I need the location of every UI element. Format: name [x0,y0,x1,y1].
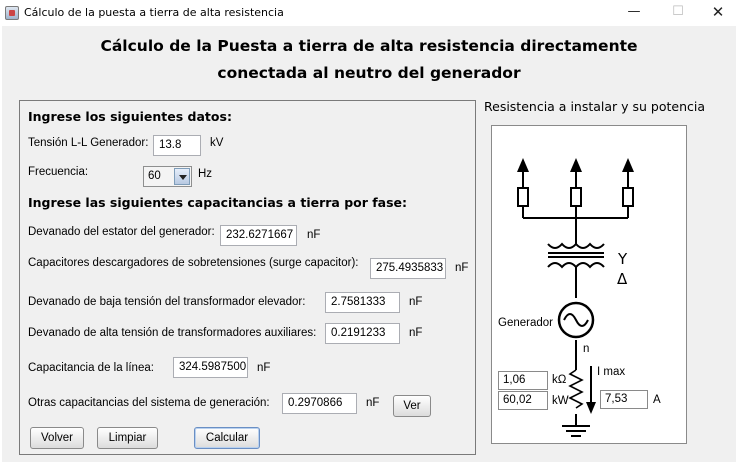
volver-button[interactable]: Volver [30,427,84,449]
section-data-heading: Ingrese los siguientes datos: [28,109,232,124]
cap-lv-transformer-label: Devanado de baja tensión del transformador elevador: [28,296,306,308]
cap-surge-input[interactable]: 275.4935833 [370,258,446,279]
cap-line-label: Capacitancia de la línea: [28,362,154,374]
cap-other-label: Otras capacitancias del sistema de generación: [28,397,270,409]
frequency-label: Frecuencia: [28,166,89,178]
wye-label: Y [618,250,628,268]
input-panel [19,100,476,455]
cap-line-unit: nF [257,362,271,374]
delta-label: Δ [617,270,628,288]
limpiar-button[interactable]: Limpiar [97,427,158,449]
grounding-diagram [491,125,687,444]
frequency-value: 60 [148,170,161,182]
resistance-unit: kΩ [552,374,567,386]
frequency-select[interactable] [143,166,192,187]
cap-stator-label: Devanado del estator del generador: [28,226,215,238]
cap-aux-transformer-unit: nF [409,327,423,339]
page-title-line1: Cálculo de la Puesta a tierra de alta resistencia directamente [100,37,638,55]
section-caps-heading: Ingrese las siguientes capacitancias a tierra por fase: [28,195,408,210]
power-output: 60,02 [498,391,548,410]
minimize-button[interactable]: — [627,4,641,19]
cap-surge-label: Capacitores descargadores de sobretensiones (surge capacitor): [28,257,359,269]
cap-aux-transformer-input[interactable]: 0.2191233 [325,323,400,344]
current-output: 7,53 [600,390,648,409]
cap-other-input[interactable]: 0.2970866 [282,393,357,414]
cap-line-input[interactable]: 324.5987500 [173,357,248,378]
current-label: I max [597,366,626,378]
cap-surge-unit: nF [455,262,469,274]
calcular-button[interactable]: Calcular [194,427,260,449]
resistance-output: 1,06 [498,371,548,390]
voltage-label: Tensión L-L Generador: [28,137,149,149]
voltage-input[interactable]: 13.8 [153,135,201,156]
maximize-button[interactable]: ☐ [672,4,684,19]
window-title: Cálculo de la puesta a tierra de alta resistencia [24,6,284,19]
cap-stator-input[interactable]: 232.6271667 [220,225,297,246]
title-bar [0,0,738,26]
result-title: Resistencia a instalar y su potencia [484,99,706,114]
cap-aux-transformer-label: Devanado de alta tensión de transformadores auxiliares: [28,327,317,339]
app-icon [5,6,19,20]
close-button[interactable]: ✕ [711,3,725,21]
neutral-label: n [583,343,590,355]
cap-lv-transformer-input[interactable]: 2.7581333 [325,292,400,313]
cap-stator-unit: nF [307,229,321,241]
main-window [2,26,736,462]
cap-other-unit: nF [366,397,380,409]
page-title-line2: conectada al neutro del generador [217,64,521,82]
chevron-down-icon[interactable] [174,168,190,185]
power-unit: kW [552,395,569,407]
current-unit: A [653,394,661,406]
generator-label: Generador [498,317,553,329]
ver-button[interactable]: Ver [393,395,431,417]
voltage-unit: kV [210,137,224,149]
frequency-unit: Hz [198,168,213,180]
cap-lv-transformer-unit: nF [409,296,423,308]
